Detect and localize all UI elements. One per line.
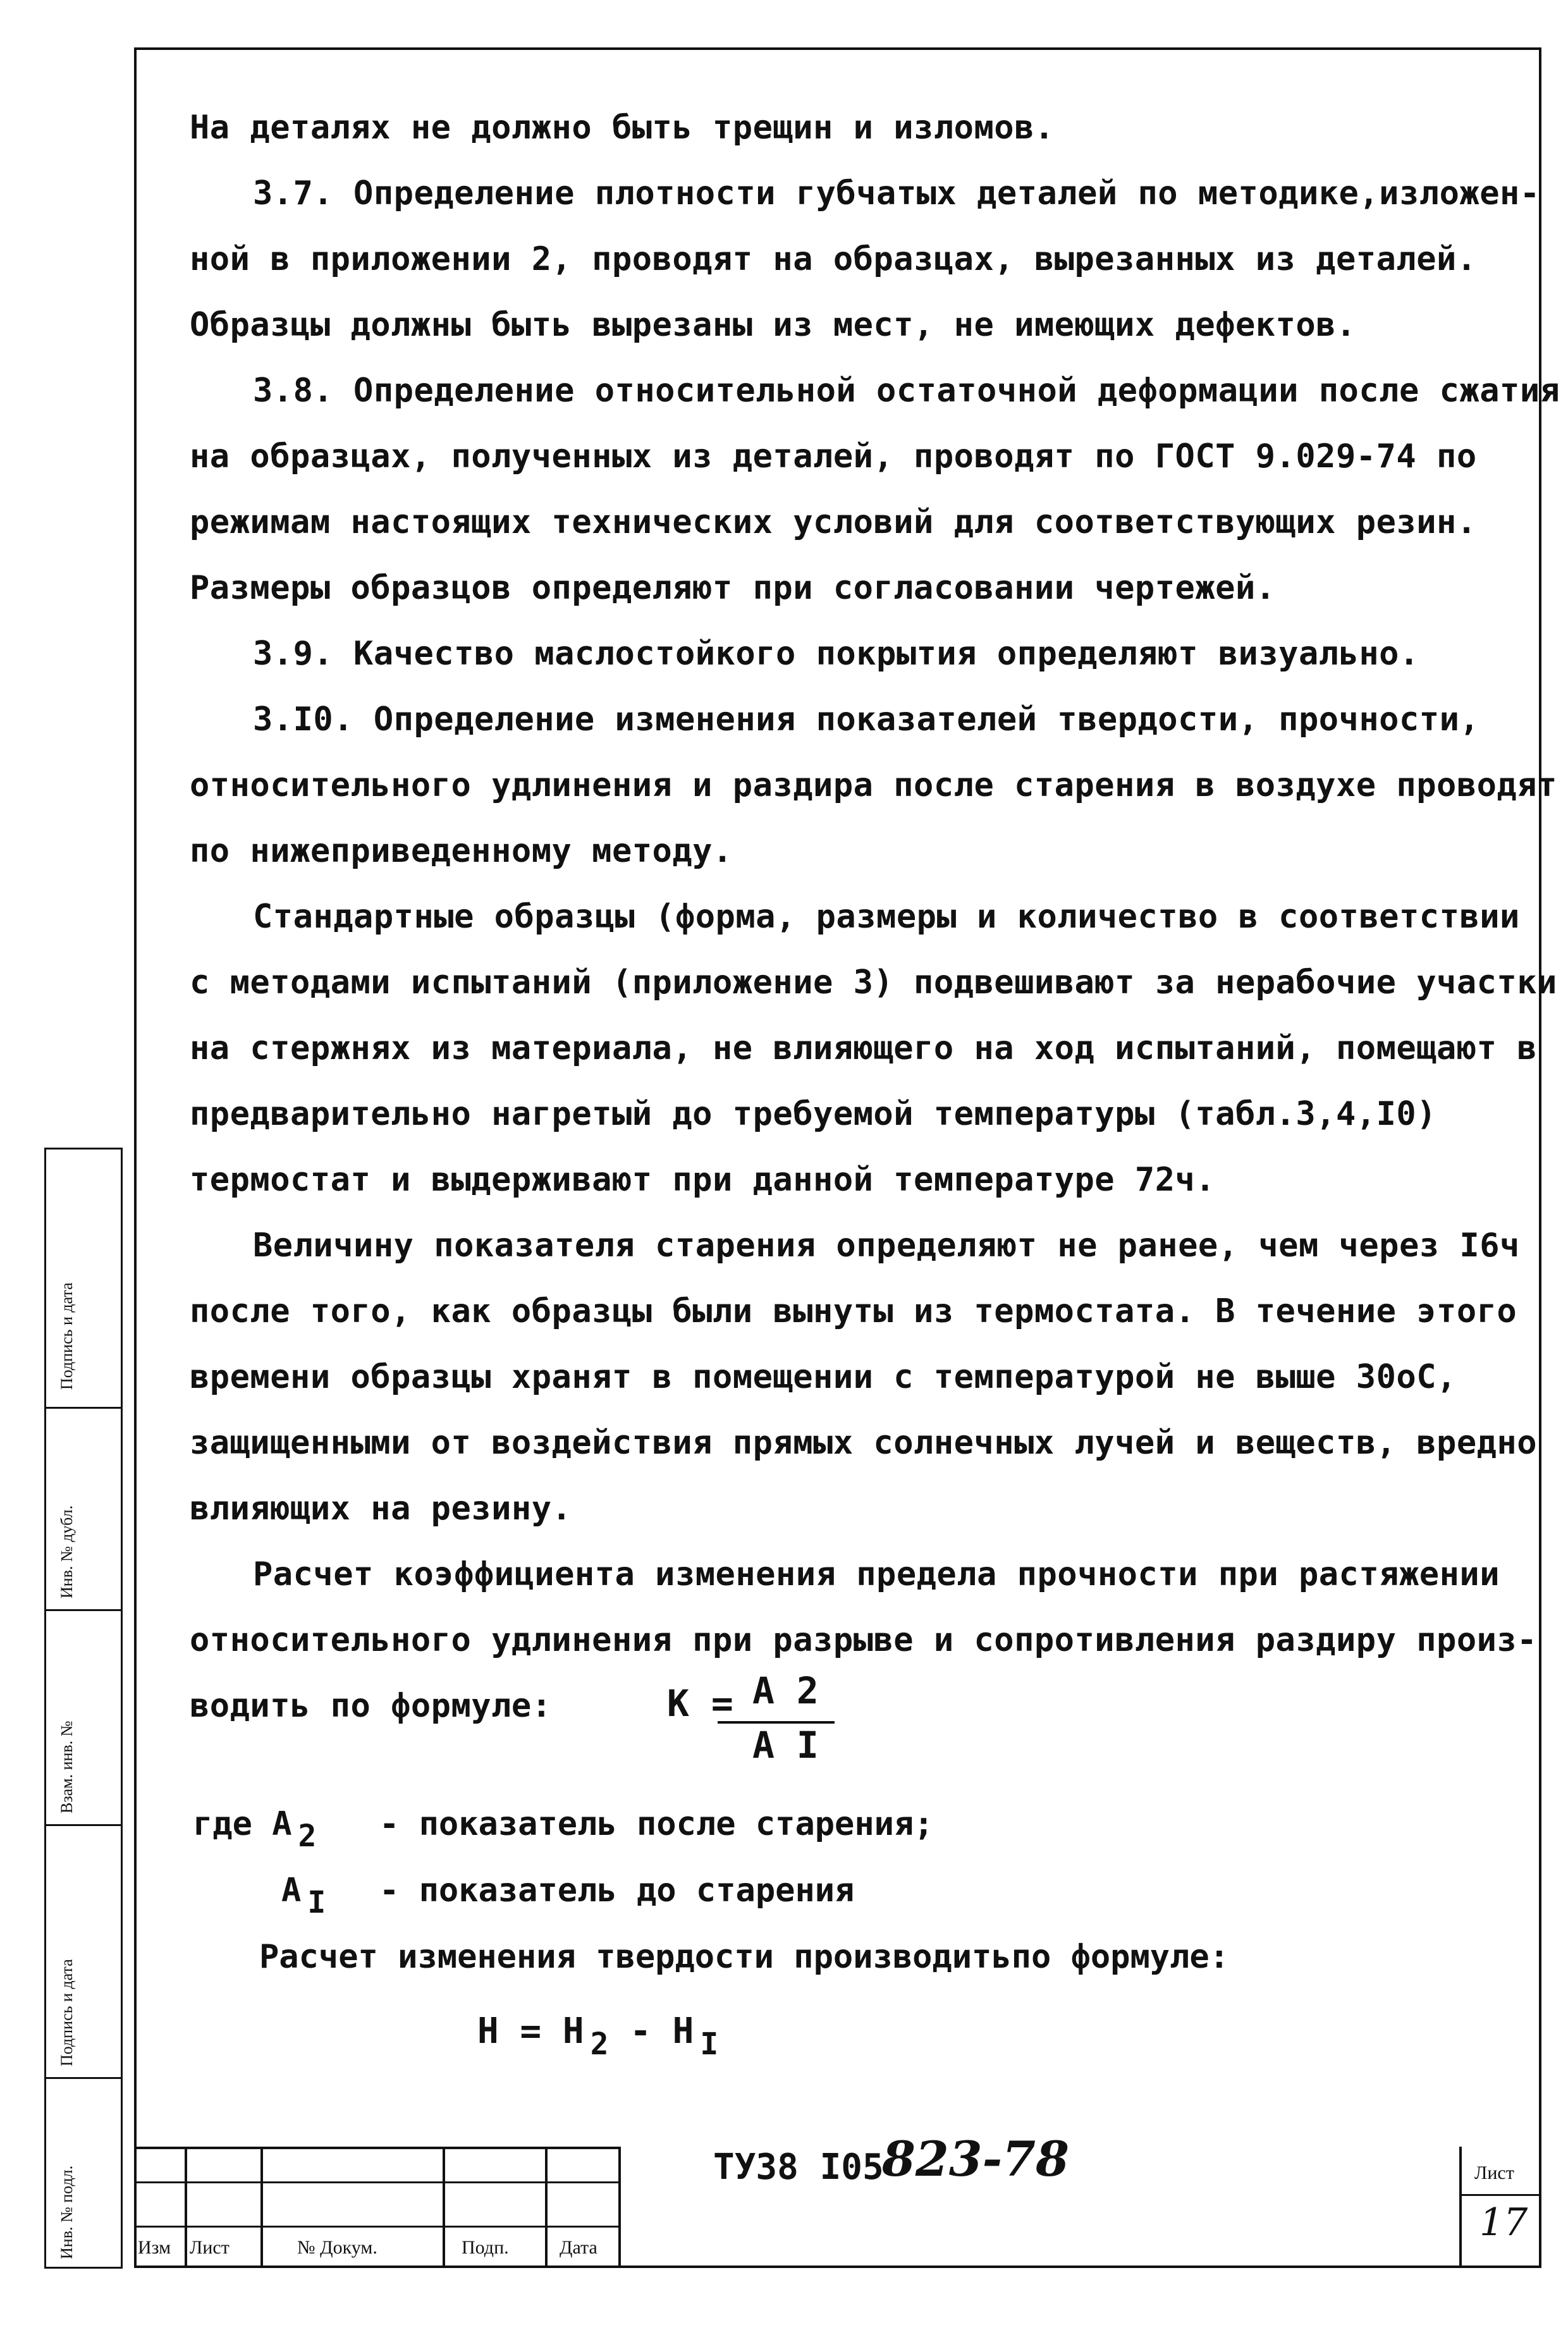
where-line-1 [193,1805,317,1854]
paragraph-calc [190,1542,1536,1607]
text-line: Образцы должны быть вырезаны из мест, не имеющих дефектов. [190,306,1356,344]
margin-cell [46,1150,121,1409]
text-line: 3.7. Определение плотности губчатых деталей по методике,изложен- [253,175,1540,212]
text-line: относительного удлинения и раздира после старения в воздухе проводят [190,766,1557,804]
formula-h-sub2: I [700,2026,719,2062]
text-line: ной в приложении 2, проводят на образцах, вырезанных из деталей. [190,240,1477,278]
text-line: 3.9. Качество маслостойкого покрытия определяют визуально. [253,635,1419,673]
where-prefix: где [193,1805,252,1843]
body-text [190,95,1560,1739]
paragraph-samples [190,884,1536,950]
where-subscript: I [307,1885,326,1920]
where-text-1: - показатель после старения; [379,1805,934,1843]
text-line: защищенными от воздействия прямых солнечных лучей и веществ, вредно [190,1424,1538,1462]
paragraph-samples-cont [190,950,1557,1213]
margin-label: Инв. № дубл. [58,1505,76,1598]
text-line: по нижеприведенному методу. [190,832,733,870]
paragraph-3-8-cont [190,424,1536,621]
text-line: Расчет коэффициента изменения предела прочности при растяжении [253,1555,1500,1593]
paragraph-3-7-cont [190,226,1536,358]
text-line: 3.I0. Определение изменения показателей твердости, прочности, [253,701,1480,739]
formula-h-mid: - Н [630,2011,694,2052]
hardness-text: Расчет изменения твердости производитьпо формуле: [259,1938,1230,1976]
where-line-2 [281,1872,326,1920]
col-label-izm: Изм [138,2237,171,2258]
paragraph-0 [190,95,1536,161]
sheet-label: Лист [1474,2162,1514,2183]
formula-h-sub1: 2 [590,2026,609,2062]
paragraph-3-9 [190,621,1536,687]
title-block-line [1459,2194,1541,2196]
text-line: относительного удлинения при разрыве и сопротивления раздиру произ- [190,1621,1538,1659]
col-label-list: Лист [190,2237,230,2258]
margin-cell [46,1409,121,1611]
text-line: на стержнях из материала, не влияющего на ход испытаний, помещают в [190,1029,1538,1067]
paragraph-3-7 [190,161,1540,226]
text-line: Размеры образцов определяют при согласовании чертежей. [190,569,1276,607]
text-line: Стандартные образцы (форма, размеры и количество в соответствии [253,898,1520,936]
col-label-dokum: № Докум. [297,2237,377,2258]
document-code: ТУ38 I05 [713,2147,884,2188]
paragraph-3-10 [190,687,1536,752]
margin-label: Подпись и дата [58,1282,76,1390]
sheet-number: 17 [1479,2200,1528,2245]
where-subscript: 2 [298,1818,317,1854]
formula-h-lhs: Н = Н [477,2011,584,2052]
paragraph-aging [190,1213,1536,1278]
margin-cell [46,1611,121,1826]
paragraph-3-8 [190,358,1560,424]
margin-cell [46,2079,121,2269]
title-block-line [443,2147,445,2268]
text-line: предварительно нагретый до требуемой температуры (табл.3,4,I0) [190,1095,1437,1133]
text-line: Величину показателя старения определяют не ранее, чем через I6ч [253,1227,1520,1265]
paragraph-aging-cont [190,1278,1536,1542]
title-block-line [185,2147,187,2268]
margin-label: Инв. № подл. [58,2165,76,2259]
title-block-line [545,2147,548,2268]
text-line: времени образцы хранят в помещении с температурой не выше 30оС, [190,1358,1457,1396]
title-block-line [618,2147,621,2268]
paragraph-calc-cont [190,1607,1536,1739]
text-line: на образцах, полученных из деталей, проводят по ГОСТ 9.029-74 по [190,438,1477,475]
margin-label: Взам. инв. № [58,1720,76,1813]
text-line: На деталях не должно быть трещин и изломов. [190,109,1055,147]
formula-k-lhs: К = [667,1682,733,1725]
where-symbol: А [272,1805,292,1843]
paragraph-3-10-cont [190,752,1557,884]
formula-h [477,2011,719,2062]
where-symbol: А [281,1872,302,1910]
formula-k-denominator: А I [752,1724,819,1767]
title-block-line [1459,2147,1462,2268]
document-code-handwritten: 823-78 [882,2131,1069,2187]
margin-strip [44,1148,123,2269]
text-line: с методами испытаний (приложение 3) подвешивают за нерабочие участки [190,964,1557,1002]
text-line: термостат и выдерживают при данной температуре 72ч. [190,1161,1216,1199]
text-line: 3.8. Определение относительной остаточной деформации после сжатия [253,372,1560,410]
col-label-podp: Подп. [462,2237,509,2258]
text-line: режимам настоящих технических условий для соответствующих резин. [190,503,1477,541]
text-line: влияющих на резину. [190,1490,572,1528]
where-text-2: - показатель до старения [379,1872,855,1910]
margin-label: Подпись и дата [58,1959,76,2066]
title-block-line [260,2147,263,2268]
margin-cell [46,1826,121,2079]
col-label-data: Дата [560,2237,597,2258]
formula-k-numerator: А 2 [752,1669,819,1712]
text-line: водить по формуле: [190,1687,552,1725]
text-line: после того, как образцы были вынуты из термостата. В течение этого [190,1292,1517,1330]
